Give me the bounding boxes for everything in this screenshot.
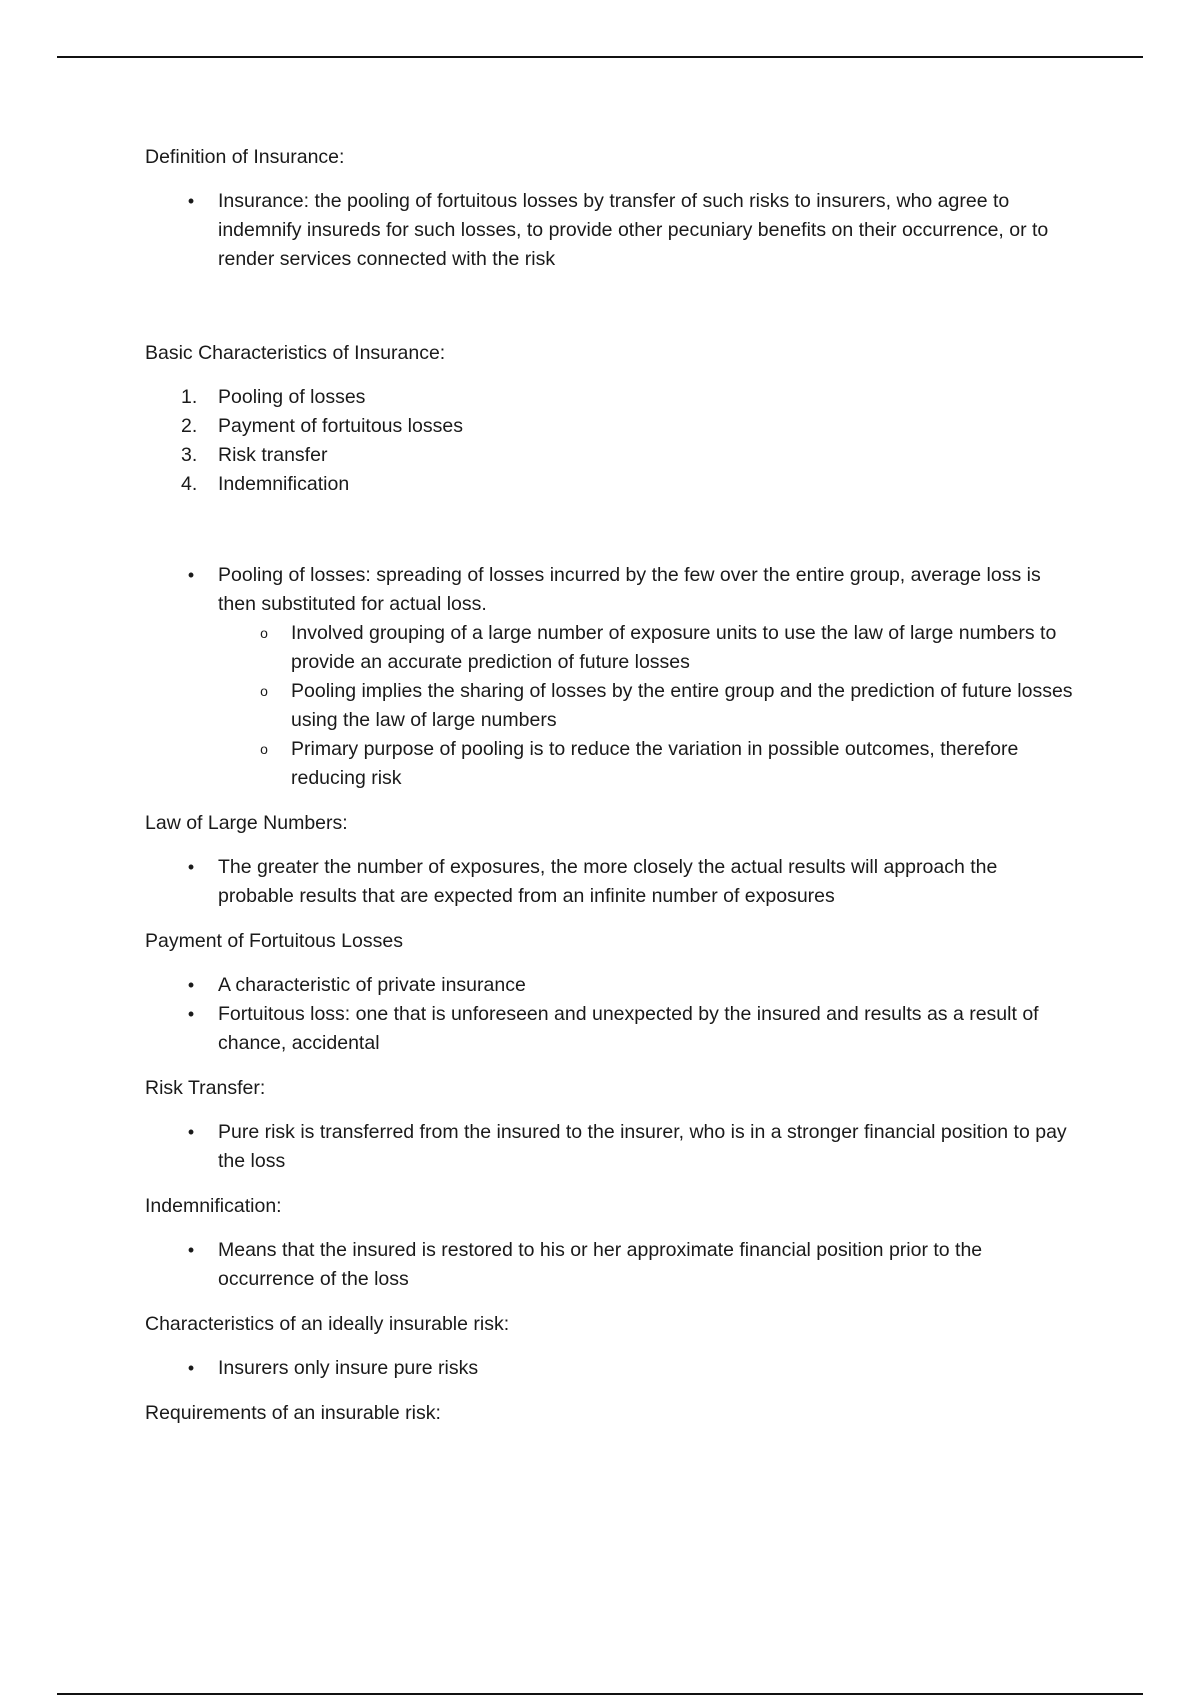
sub-list-item-text: Primary purpose of pooling is to reduce the variation in possible outcomes, therefore reducing risk — [291, 738, 1019, 789]
list-item-text: Insurance: the pooling of fortuitous losses by transfer of such risks to insurers, who agree to indemnify insureds for such losses, to provide other pecuniary benefits on their occurrence, or to render services connected with the risk — [218, 190, 1049, 270]
sub-list-item — [218, 677, 1075, 735]
bullet-icon: • — [187, 1004, 195, 1024]
bullet-icon: • — [187, 1358, 195, 1378]
heading-definition: Definition of Insurance: — [145, 146, 345, 168]
list-number: 3. — [181, 444, 198, 466]
bullet-icon: • — [187, 565, 195, 585]
bullet-icon: • — [187, 975, 195, 995]
list-item-text: Fortuitous loss: one that is unforeseen and unexpected by the insured and results as a result of chance, accidental — [218, 1003, 1039, 1054]
heading-indemnification: Indemnification: — [145, 1195, 282, 1217]
heading-basic-characteristics: Basic Characteristics of Insurance: — [145, 342, 446, 364]
list-item — [145, 853, 1075, 911]
heading-ideal-risk: Characteristics of an ideally insurable risk: — [145, 1313, 510, 1335]
sub-list-item — [218, 619, 1075, 677]
bullet-icon: • — [187, 857, 195, 877]
heading-risk-transfer: Risk Transfer: — [145, 1077, 266, 1099]
hollow-bullet-icon: o — [260, 625, 268, 641]
list-item-text: Insurers only insure pure risks — [218, 1357, 479, 1379]
list-item — [145, 470, 1075, 499]
list-item-text: Pooling of losses — [218, 386, 366, 408]
bullet-icon: • — [187, 1122, 195, 1142]
list-number: 1. — [181, 386, 198, 408]
list-number: 4. — [181, 473, 198, 495]
list-item — [145, 412, 1075, 441]
payment-list — [145, 971, 1075, 1058]
list-item-text: Indemnification — [218, 473, 350, 495]
transfer-list — [145, 1118, 1075, 1176]
pooling-sublist — [218, 619, 1075, 793]
list-number: 2. — [181, 415, 198, 437]
hollow-bullet-icon: o — [260, 741, 268, 757]
footer-rule — [57, 1693, 1143, 1695]
list-item — [145, 383, 1075, 412]
heading-law-of-large-numbers: Law of Large Numbers: — [145, 812, 348, 834]
header-rule — [57, 56, 1143, 58]
list-item-text: Payment of fortuitous losses — [218, 415, 463, 437]
sub-list-item-text: Pooling implies the sharing of losses by the entire group and the prediction of future losses using the law of large numbers — [291, 680, 1073, 731]
list-item-text: Pure risk is transferred from the insured to the insurer, who is in a stronger financial position to pay the loss — [218, 1121, 1067, 1172]
bullet-icon: • — [187, 1240, 195, 1260]
pooling-list — [145, 561, 1075, 793]
heading-payment: Payment of Fortuitous Losses — [145, 930, 403, 952]
heading-requirements: Requirements of an insurable risk: — [145, 1402, 441, 1424]
list-item — [145, 1118, 1075, 1176]
law-list — [145, 853, 1075, 911]
list-item-text: A characteristic of private insurance — [218, 974, 526, 996]
list-item — [145, 971, 1075, 1000]
list-item — [145, 187, 1075, 274]
list-item-text: Means that the insured is restored to his or her approximate financial position prior to the occurrence of the loss — [218, 1239, 983, 1290]
list-item — [145, 1354, 1075, 1383]
hollow-bullet-icon: o — [260, 683, 268, 699]
definition-list — [145, 187, 1075, 274]
list-item — [145, 441, 1075, 470]
list-item — [145, 1236, 1075, 1294]
indemnification-list — [145, 1236, 1075, 1294]
list-item — [145, 561, 1075, 793]
basic-characteristics-list — [145, 383, 1075, 499]
list-item-text: The greater the number of exposures, the more closely the actual results will approach the probable results that are expected from an infinite number of exposures — [218, 856, 998, 907]
ideal-list — [145, 1354, 1075, 1383]
sub-list-item-text: Involved grouping of a large number of exposure units to use the law of large numbers to provide an accurate prediction of future losses — [291, 622, 1057, 673]
list-item-text: Risk transfer — [218, 444, 328, 466]
bullet-icon: • — [187, 191, 195, 211]
list-item-text: Pooling of losses: spreading of losses incurred by the few over the entire group, average loss is then substituted for actual loss. — [218, 564, 1041, 615]
list-item — [145, 1000, 1075, 1058]
sub-list-item — [218, 735, 1075, 793]
document-body — [145, 143, 1075, 1428]
